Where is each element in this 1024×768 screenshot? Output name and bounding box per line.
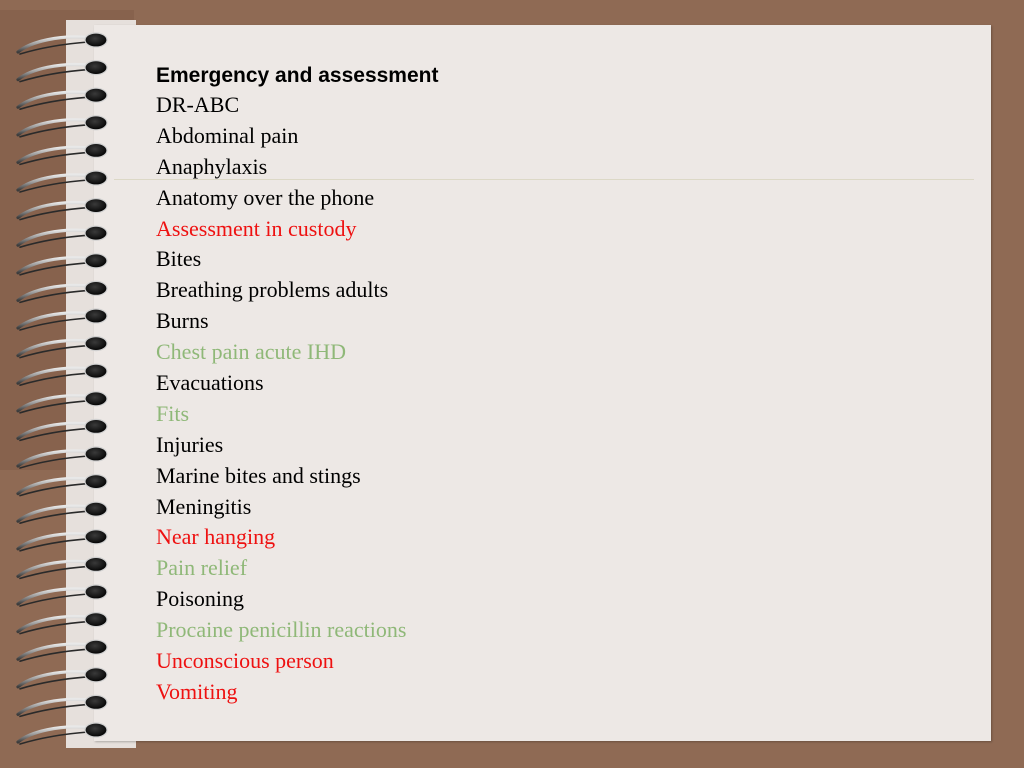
topic-item: Poisoning xyxy=(156,586,245,612)
topic-item: Abdominal pain xyxy=(156,122,299,148)
topic-list-container xyxy=(156,62,956,708)
topic-item: Fits xyxy=(156,400,190,426)
binding-ring xyxy=(18,557,107,578)
topic-item: Unconscious person xyxy=(156,648,334,674)
binding-ring xyxy=(18,419,107,440)
binding-ring xyxy=(18,281,107,302)
binding-ring xyxy=(18,226,107,247)
topic-item: Injuries xyxy=(156,431,224,457)
binding-ring xyxy=(18,530,107,551)
binding-ring xyxy=(18,254,107,275)
binding-ring xyxy=(18,502,107,523)
binding-ring xyxy=(18,199,107,220)
binding-ring xyxy=(18,337,107,358)
binding-ring xyxy=(18,88,107,109)
binding-ring xyxy=(18,668,107,689)
binding-ring xyxy=(18,116,107,137)
topic-item: Bites xyxy=(156,246,202,272)
topic-item: Near hanging xyxy=(156,524,276,550)
topic-item: Burns xyxy=(156,308,209,334)
topic-item: Procaine penicillin reactions xyxy=(156,617,407,643)
topic-item: Pain relief xyxy=(156,555,248,581)
binding-ring xyxy=(18,723,107,744)
topic-item: Assessment in custody xyxy=(156,215,357,241)
topic-item: Anatomy over the phone xyxy=(156,184,375,210)
binding-ring xyxy=(18,33,107,54)
topic-item: Vomiting xyxy=(156,678,238,704)
binding-ring xyxy=(18,613,107,634)
topic-item: Breathing problems adults xyxy=(156,277,389,303)
topic-item: Marine bites and stings xyxy=(156,462,361,488)
binding-ring xyxy=(18,61,107,82)
topic-item: Chest pain acute IHD xyxy=(156,339,346,365)
topic-list xyxy=(156,90,956,708)
binding-ring xyxy=(18,447,107,468)
binding-ring xyxy=(18,171,107,192)
page-title: Emergency and assessment xyxy=(156,64,439,87)
binding-ring xyxy=(18,585,107,606)
topic-item: Evacuations xyxy=(156,370,264,396)
spiral-binding-icon xyxy=(0,0,134,768)
topic-item: Anaphylaxis xyxy=(156,153,268,179)
binding-ring xyxy=(18,695,107,716)
binding-ring xyxy=(18,143,107,164)
binding-ring xyxy=(18,392,107,413)
binding-ring xyxy=(18,309,107,330)
binding-ring xyxy=(18,364,107,385)
topic-item: DR-ABC xyxy=(156,92,240,117)
binding-ring xyxy=(18,640,107,661)
topic-item: Meningitis xyxy=(156,493,252,519)
binding-ring xyxy=(18,475,107,496)
